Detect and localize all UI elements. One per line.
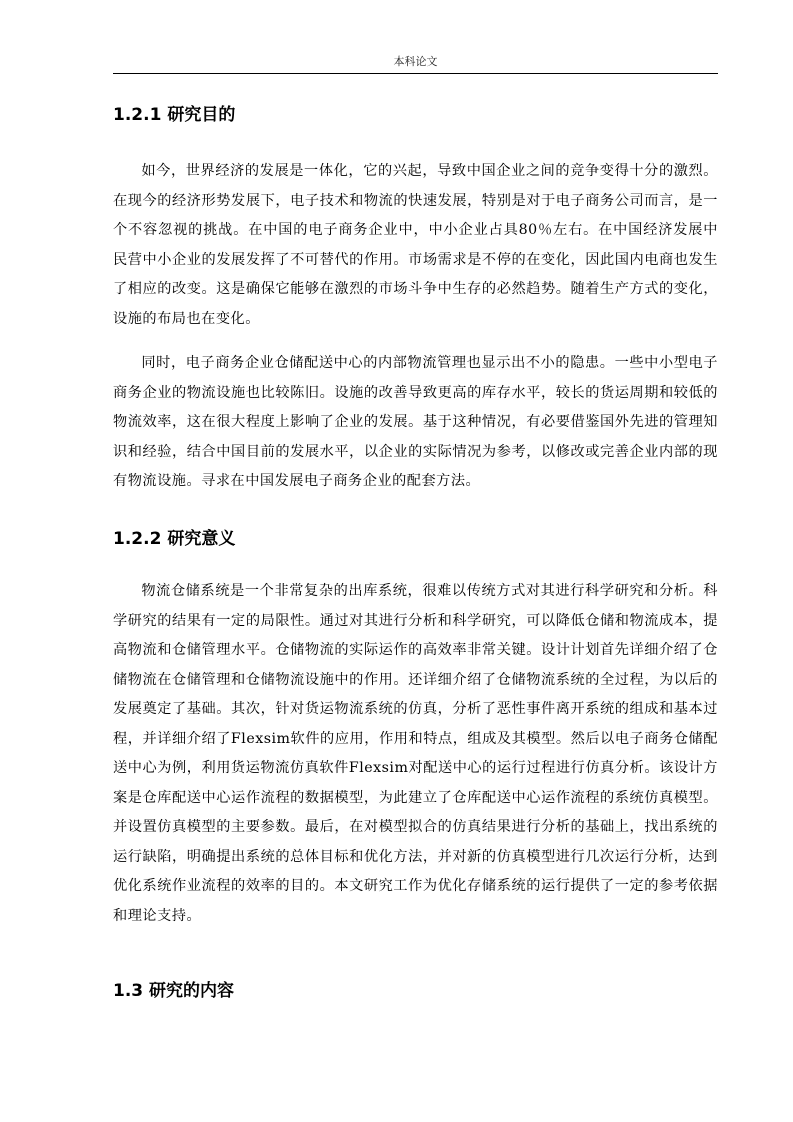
section-heading-1-2-1: 1.2.1 研究目的	[113, 105, 236, 125]
running-header: 本科论文	[393, 55, 438, 68]
section-heading-1-2-2: 1.2.2 研究意义	[113, 529, 236, 549]
section-heading-1-3: 1.3 研究的内容	[113, 981, 235, 1001]
header-rule	[113, 73, 718, 74]
paragraph-purpose-1: 如今，世界经济的发展是一体化，它的兴起，导致中国企业之间的竞争变得十分的激烈。在现今的经济形势发展下，电子技术和物流的快速发展，特别是对于电子商务公司而言，是一个不容忽视的挑战。在中国的电子商务企业中，中小企业占具80％左右。在中国经济发展中民营中小企业的发展发挥了不可替代的作用。市场需求是不停的在变化，因此国内电商也发生了相应的改变。这是确保它能够在激烈的市场斗争中生存的必然趋势。随着生产方式的变化，设施的布局也在变化。	[113, 163, 718, 327]
paragraph-purpose-2: 同时，电子商务企业仓储配送中心的内部物流管理也显示出不小的隐患。一些中小型电子商务企业的物流设施也比较陈旧。设施的改善导致更高的库存水平，较长的货运周期和较低的物流效率，这在很大程度上影响了企业的发展。基于这种情况，有必要借鉴国外先进的管理知识和经验，结合中国目前的发展水平，以企业的实际情况为参考，以修改或完善企业内部的现有物流设施。寻求在中国发展电子商务企业的配套方法。	[113, 355, 718, 489]
paragraph-significance: 物流仓储系统是一个非常复杂的出库系统，很难以传统方式对其进行科学研究和分析。科学研究的结果有一定的局限性。通过对其进行分析和科学研究，可以降低仓储和物流成本，提高物流和仓储管理水平。仓储物流的实际运作的高效率非常关键。设计计划首先详细介绍了仓储物流在仓储管理和仓储物流设施中的作用。还详细介绍了仓储物流系统的全过程，为以后的发展奠定了基础。其次，针对货运物流系统的仿真，分析了恶性事件离开系统的组成和基本过程，并详细介绍了Flexsim软件的应用，作用和特点，组成及其模型。然后以电子商务仓储配送中心为例，利用货运物流仿真软件Flexsim对配送中心的运行过程进行仿真分析。该设计方案是仓库配送中心运作流程的数据模型，为此建立了仓库配送中心运作流程的系统仿真模型。并设置仿真模型的主要参数。最后，在对模型拟合的仿真结果进行分析的基础上，找出系统的运行缺陷，明确提出系统的总体目标和优化方法，并对新的仿真模型进行几次运行分析，达到优化系统作业流程的效率的目的。本文研究工作为优化存储系统的运行提供了一定的参考依据和理论支持。	[113, 583, 718, 924]
